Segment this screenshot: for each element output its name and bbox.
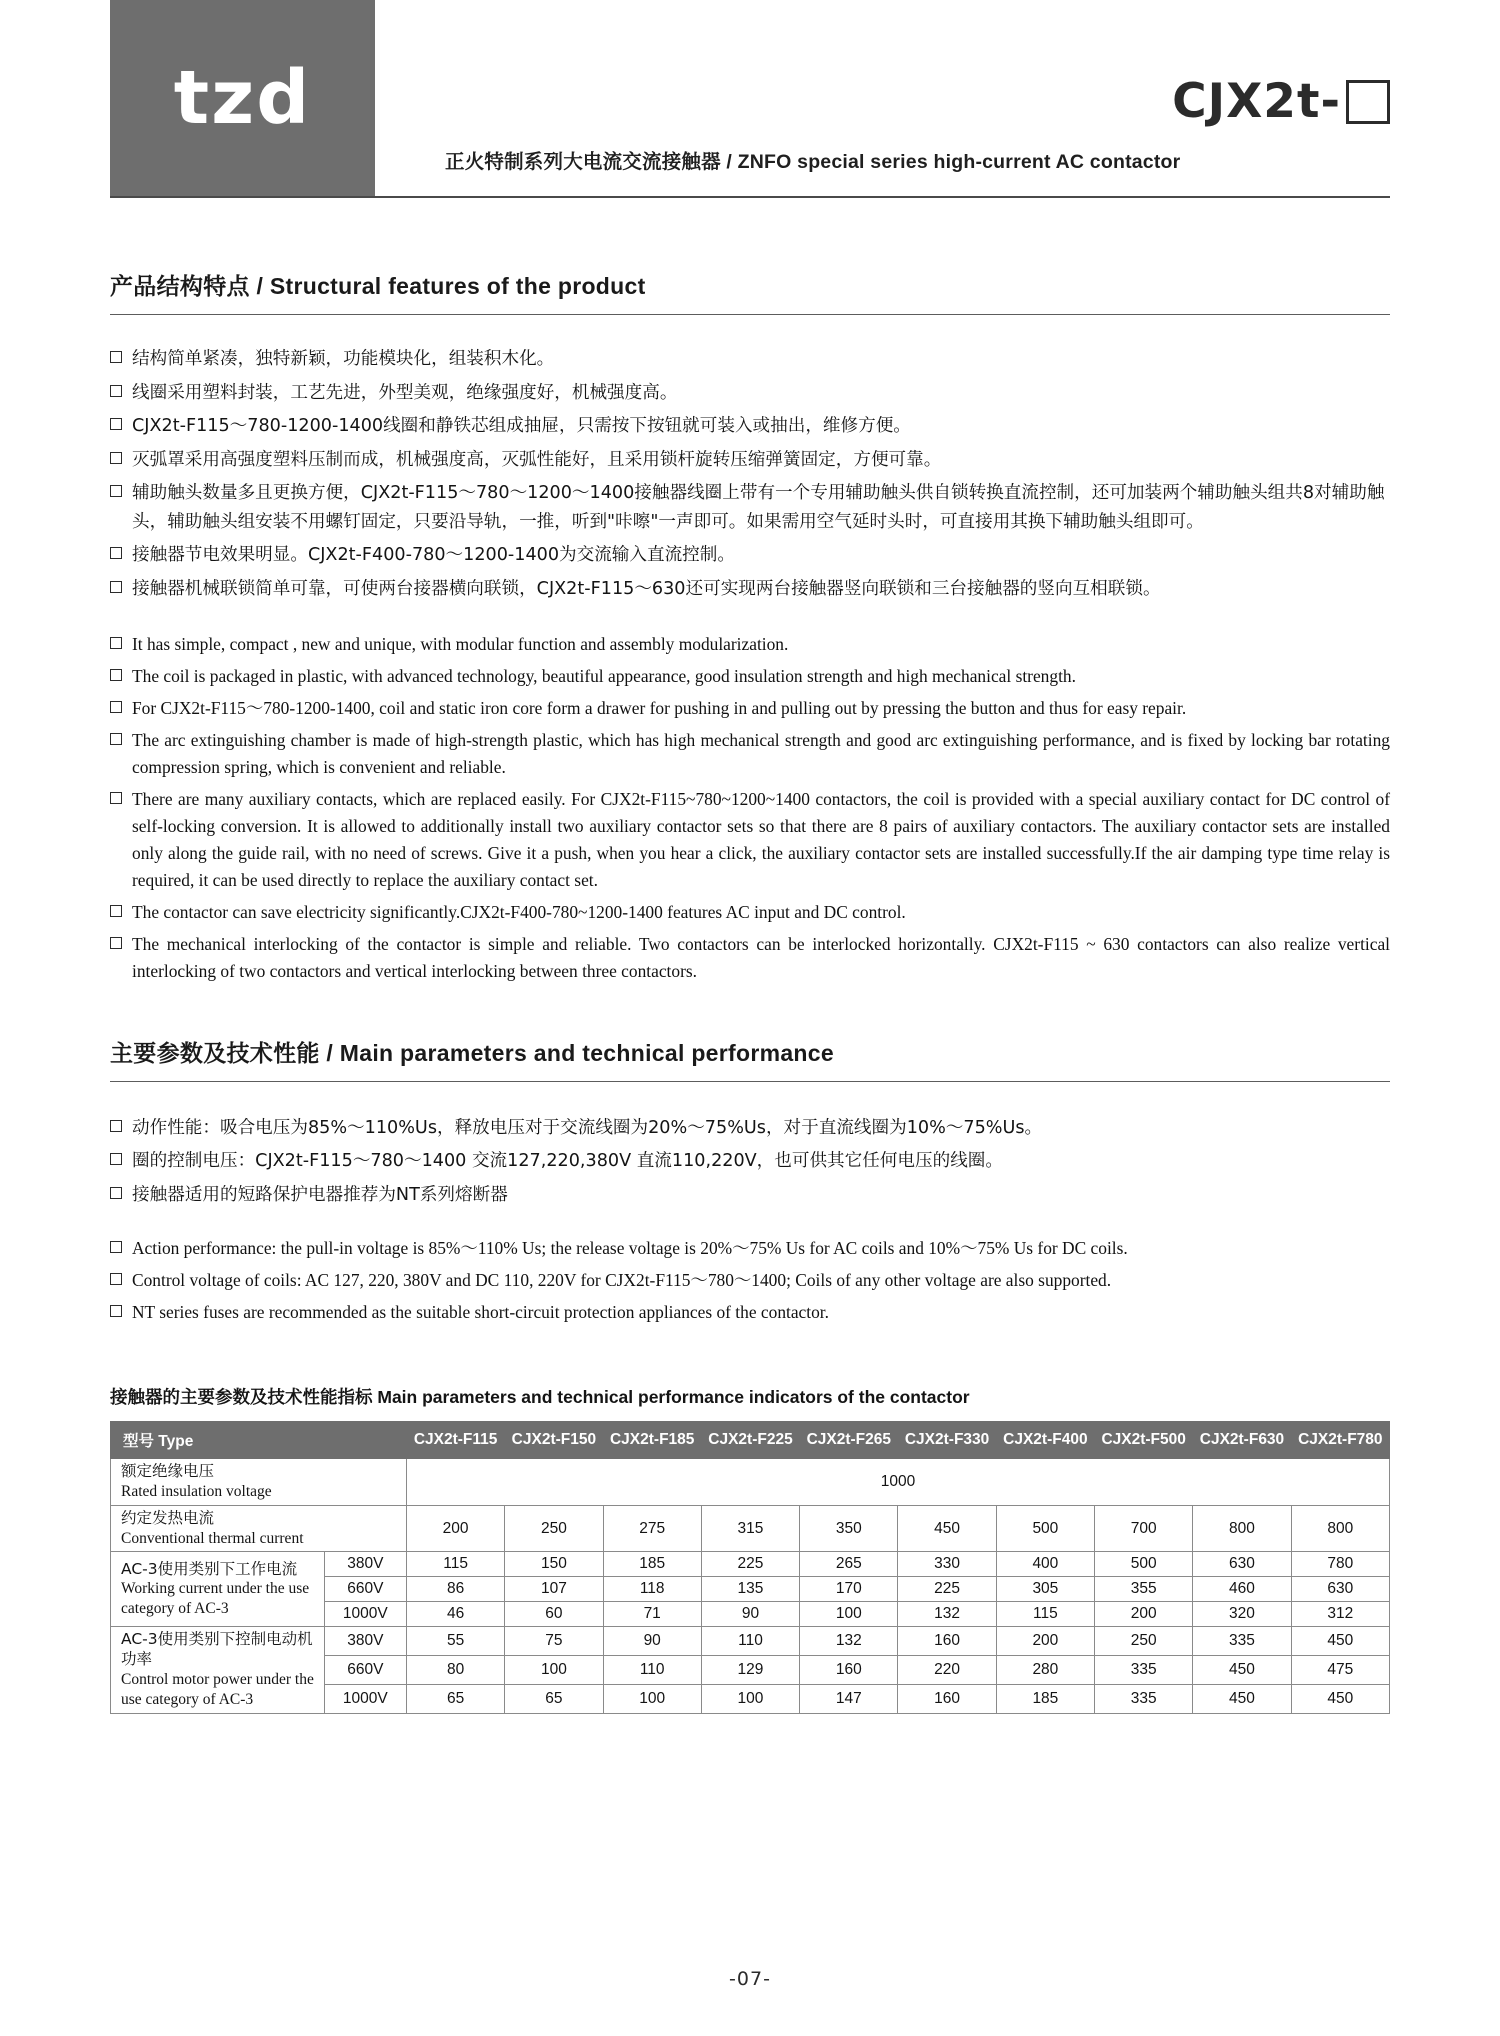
bullet-square-icon xyxy=(110,1305,122,1317)
list-item xyxy=(110,446,1390,475)
table-header-col: CJX2t-F630 xyxy=(1193,1422,1291,1459)
table-header-col: CJX2t-F225 xyxy=(701,1422,799,1459)
table-cell: 275 xyxy=(603,1505,701,1552)
bullet-square-icon xyxy=(110,1153,122,1165)
spec-table xyxy=(110,1421,1390,1714)
table-cell: 460 xyxy=(1193,1577,1291,1602)
table-cell: 320 xyxy=(1193,1602,1291,1627)
list-item xyxy=(110,541,1390,570)
table-cell: 225 xyxy=(898,1577,996,1602)
list-item-text: 辅助触头数量多且更换方便，CJX2t-F115～780～1200～1400接触器线圈上带有一个专用辅助触头供自锁转换直流控制，还可加装两个辅助触头组共8对辅助触头，辅助触头组安装不用螺钉固定，只要沿导轨，一推，听到"咔嚓"一声即可。如果需用空气延时头时，可直接用其换下辅助触头组即可。 xyxy=(132,483,1385,532)
section-divider-parameters xyxy=(110,1081,1390,1082)
bullet-square-icon xyxy=(110,1187,122,1199)
bullet-square-icon xyxy=(110,1120,122,1132)
row-label-cn: 约定发热电流 xyxy=(121,1508,215,1527)
table-cell: 75 xyxy=(505,1627,603,1656)
table-cell: 135 xyxy=(701,1577,799,1602)
list-item xyxy=(110,1267,1390,1294)
bullet-square-icon xyxy=(110,1241,122,1253)
structural-features-cn-list xyxy=(110,345,1390,603)
bullet-square-icon xyxy=(110,1273,122,1285)
table-cell: 100 xyxy=(603,1684,701,1713)
section-main-parameters xyxy=(110,1035,1390,1326)
list-item-text: 线圈采用塑料封装，工艺先进，外型美观，绝缘强度好，机械强度高。 xyxy=(132,382,678,403)
list-item-text: The contactor can save electricity significantly.CJX2t-F400-780~1200-1400 features AC input and DC control. xyxy=(132,901,906,922)
section-structural-features xyxy=(110,268,1390,985)
table-cell: 450 xyxy=(898,1505,996,1552)
voltage-cell: 660V xyxy=(324,1656,406,1685)
list-item-text: The coil is packaged in plastic, with advanced technology, beautiful appearance, good insulation strength and high mechanical strength. xyxy=(132,665,1076,686)
table-cell: 350 xyxy=(800,1505,898,1552)
list-item xyxy=(110,1114,1390,1143)
row-label-conventional-thermal-current xyxy=(111,1505,407,1552)
bullet-square-icon xyxy=(110,385,122,397)
row-label-control-motor-power xyxy=(111,1627,325,1713)
table-cell: 800 xyxy=(1193,1505,1291,1552)
list-item-text: 圈的控制电压：CJX2t-F115～780～1400 交流127,220,380V 直流110,220V，也可供其它任何电压的线圈。 xyxy=(132,1151,1003,1172)
list-item-text: Control voltage of coils: AC 127, 220, 380V and DC 110, 220V for CJX2t-F115～780～1400; Coils of any other voltage are also supported. xyxy=(132,1270,1112,1291)
section-title-structural: 产品结构特点 / Structural features of the product xyxy=(110,273,646,299)
list-item-text: 接触器节电效果明显。CJX2t-F400-780～1200-1400为交流输入直流控制。 xyxy=(132,545,735,565)
row-label-cn: AC-3使用类别下控制电动机功率 xyxy=(121,1630,313,1669)
table-cell: 46 xyxy=(406,1602,504,1627)
table-cell: 71 xyxy=(603,1602,701,1627)
list-item-text: 接触器适用的短路保护电器推荐为NT系列熔断器 xyxy=(132,1184,508,1205)
brand-logo-text: tzd xyxy=(173,55,312,141)
bullet-square-icon xyxy=(110,485,122,497)
table-cell: 160 xyxy=(898,1627,996,1656)
table-cell: 630 xyxy=(1193,1552,1291,1577)
table-cell: 150 xyxy=(505,1552,603,1577)
bullet-square-icon xyxy=(110,937,122,949)
table-cell: 200 xyxy=(406,1505,504,1552)
bullet-square-icon xyxy=(110,733,122,745)
table-cell: 107 xyxy=(505,1577,603,1602)
list-item xyxy=(110,1299,1390,1326)
list-item-text: 接触器机械联锁简单可靠，可使两台接器横向联锁，CJX2t-F115～630还可实现两台接触器竖向联锁和三台接触器的竖向互相联锁。 xyxy=(132,578,1161,599)
list-item-text: 动作性能：吸合电压为85%～110%Us，释放电压对于交流线圈为20%～75%Us，对于直流线圈为10%～75%Us。 xyxy=(132,1117,1043,1138)
table-cell: 115 xyxy=(996,1602,1094,1627)
table-cell: 132 xyxy=(800,1627,898,1656)
table-cell: 118 xyxy=(603,1577,701,1602)
list-item xyxy=(110,1235,1390,1262)
table-cell: 450 xyxy=(1193,1656,1291,1685)
table-cell: 90 xyxy=(603,1627,701,1656)
row-label-rated-insulation-voltage xyxy=(111,1459,407,1506)
list-item-text: NT series fuses are recommended as the suitable short-circuit protection appliances of the contactor. xyxy=(132,1302,829,1323)
list-item xyxy=(110,786,1390,894)
table-cell: 220 xyxy=(898,1656,996,1685)
structural-features-en-list xyxy=(110,631,1390,985)
bullet-square-icon xyxy=(110,418,122,430)
row-label-cn: AC-3使用类别下工作电流 xyxy=(121,1559,298,1578)
voltage-cell: 1000V xyxy=(324,1602,406,1627)
table-cell: 55 xyxy=(406,1627,504,1656)
header-divider xyxy=(110,196,1390,198)
table-cell: 132 xyxy=(898,1602,996,1627)
list-item xyxy=(110,695,1390,722)
table-cell: 100 xyxy=(505,1656,603,1685)
table-cell: 170 xyxy=(800,1577,898,1602)
voltage-cell: 380V xyxy=(324,1552,406,1577)
list-item-text: Action performance: the pull-in voltage is 85%～110% Us; the release voltage is 20%～75% Us for AC coils and 10%～75% Us for DC coils. xyxy=(132,1238,1128,1259)
list-item xyxy=(110,1181,1390,1210)
list-item xyxy=(110,345,1390,374)
table-header-col: CJX2t-F330 xyxy=(898,1422,996,1459)
table-cell: 400 xyxy=(996,1552,1094,1577)
bullet-square-icon xyxy=(110,792,122,804)
table-cell: 335 xyxy=(1095,1684,1193,1713)
table-header-col: CJX2t-F265 xyxy=(800,1422,898,1459)
list-item-text: 灭弧罩采用高强度塑料压制而成，机械强度高，灭弧性能好，且采用锁杆旋转压缩弹簧固定，方便可靠。 xyxy=(132,449,942,470)
table-cell: 280 xyxy=(996,1656,1094,1685)
table-cell: 90 xyxy=(701,1602,799,1627)
page-number: -07- xyxy=(729,1968,771,1990)
table-cell: 160 xyxy=(898,1684,996,1713)
list-item xyxy=(110,1147,1390,1176)
cell-rated-insulation-voltage: 1000 xyxy=(406,1459,1389,1506)
table-cell: 100 xyxy=(701,1684,799,1713)
table-cell: 450 xyxy=(1193,1684,1291,1713)
model-code xyxy=(1172,74,1390,129)
list-item xyxy=(110,412,1390,441)
header-subtitle: 正火特制系列大电流交流接触器 / ZNFO special series high-current AC contactor xyxy=(445,151,1181,173)
list-item xyxy=(110,663,1390,690)
parameters-en-list xyxy=(110,1235,1390,1326)
table-cell: 80 xyxy=(406,1656,504,1685)
table-header-col: CJX2t-F115 xyxy=(406,1422,504,1459)
model-code-box-icon xyxy=(1346,80,1390,124)
table-cell: 250 xyxy=(1095,1627,1193,1656)
list-item-text: For CJX2t-F115～780-1200-1400, coil and static iron core form a drawer for pushing in and pulling out by pressing the button and thus for easy repair. xyxy=(132,697,1187,718)
table-cell: 500 xyxy=(996,1505,1094,1552)
table-cell: 630 xyxy=(1291,1577,1389,1602)
bullet-square-icon xyxy=(110,351,122,363)
list-item-text: CJX2t-F115～780-1200-1400线圈和静铁芯组成抽屉，只需按下按钮就可装入或抽出，维修方便。 xyxy=(132,416,911,436)
table-header-row xyxy=(111,1422,1390,1459)
table-cell: 500 xyxy=(1095,1552,1193,1577)
table-header-type: 型号 Type xyxy=(111,1422,407,1459)
list-item-text: 结构简单紧凑，独特新颖，功能模块化，组装积木化。 xyxy=(132,349,555,369)
table-cell: 265 xyxy=(800,1552,898,1577)
section-title-parameters: 主要参数及技术性能 / Main parameters and technical performance xyxy=(110,1039,834,1066)
voltage-cell: 380V xyxy=(324,1627,406,1656)
table-row xyxy=(111,1627,1390,1656)
table-row xyxy=(111,1505,1390,1552)
voltage-cell: 1000V xyxy=(324,1684,406,1713)
table-cell: 450 xyxy=(1291,1627,1389,1656)
row-label-en: Control motor power under the use category of AC-3 xyxy=(121,1671,314,1708)
list-item xyxy=(110,727,1390,781)
table-cell: 185 xyxy=(603,1552,701,1577)
table-caption: 接触器的主要参数及技术性能指标 Main parameters and technical performance indicators of the contactor xyxy=(110,1387,970,1408)
table-cell: 100 xyxy=(800,1602,898,1627)
voltage-cell: 660V xyxy=(324,1577,406,1602)
table-cell: 110 xyxy=(603,1656,701,1685)
table-cell: 700 xyxy=(1095,1505,1193,1552)
table-cell: 315 xyxy=(701,1505,799,1552)
spec-table-section xyxy=(110,1384,1390,1714)
table-cell: 330 xyxy=(898,1552,996,1577)
table-cell: 200 xyxy=(1095,1602,1193,1627)
table-cell: 780 xyxy=(1291,1552,1389,1577)
model-code-text: CJX2t- xyxy=(1172,74,1341,129)
table-cell: 60 xyxy=(505,1602,603,1627)
table-cell: 335 xyxy=(1095,1656,1193,1685)
list-item xyxy=(110,631,1390,658)
table-header-col: CJX2t-F185 xyxy=(603,1422,701,1459)
row-label-working-current xyxy=(111,1552,325,1627)
list-item xyxy=(110,575,1390,604)
table-cell: 335 xyxy=(1193,1627,1291,1656)
table-cell: 185 xyxy=(996,1684,1094,1713)
bullet-square-icon xyxy=(110,581,122,593)
bullet-square-icon xyxy=(110,637,122,649)
table-cell: 305 xyxy=(996,1577,1094,1602)
row-label-en: Conventional thermal current xyxy=(121,1529,304,1547)
list-item-text: The mechanical interlocking of the contactor is simple and reliable. Two contactors can be interlocked horizontally. CJX2t-F115 ~ 630 contactors can also realize vertical interlocking of two contactors and vertical interlocking between three contactors. xyxy=(132,933,1390,981)
table-cell: 312 xyxy=(1291,1602,1389,1627)
table-cell: 200 xyxy=(996,1627,1094,1656)
bullet-square-icon xyxy=(110,669,122,681)
table-cell: 65 xyxy=(406,1684,504,1713)
table-cell: 110 xyxy=(701,1627,799,1656)
bullet-square-icon xyxy=(110,905,122,917)
table-cell: 250 xyxy=(505,1505,603,1552)
list-item xyxy=(110,931,1390,985)
table-cell: 115 xyxy=(406,1552,504,1577)
table-header-col: CJX2t-F780 xyxy=(1291,1422,1389,1459)
table-header-col: CJX2t-F150 xyxy=(505,1422,603,1459)
page-header xyxy=(0,0,1500,200)
list-item xyxy=(110,479,1390,536)
table-cell: 475 xyxy=(1291,1656,1389,1685)
section-divider-structural xyxy=(110,314,1390,315)
table-cell: 65 xyxy=(505,1684,603,1713)
bullet-square-icon xyxy=(110,452,122,464)
list-item-text: There are many auxiliary contacts, which are replaced easily. For CJX2t-F115~780~1200~1400 contactors, the coil is provided with a special auxiliary contact for DC control of self-locking conversion. It is allowed to additionally install two auxiliary contactor sets so that there are 8 pairs of auxiliary contactors. The auxiliary contactor sets are installed only along the guide rail, with no need of screws. Give it a push, when you hear a click, the auxiliary contactor sets are installed successfully.If the air damping type time relay is required, it can be used directly to replace the auxiliary contact set. xyxy=(132,788,1390,890)
list-item-text: The arc extinguishing chamber is made of high-strength plastic, which has high mechanical strength and good arc extinguishing performance, and is fixed by locking bar rotating compression spring, which is convenient and reliable. xyxy=(132,729,1390,777)
list-item xyxy=(110,379,1390,408)
bullet-square-icon xyxy=(110,701,122,713)
table-cell: 450 xyxy=(1291,1684,1389,1713)
table-cell: 225 xyxy=(701,1552,799,1577)
table-cell: 800 xyxy=(1291,1505,1389,1552)
table-cell: 86 xyxy=(406,1577,504,1602)
table-row xyxy=(111,1459,1390,1506)
brand-logo xyxy=(110,0,375,196)
table-cell: 129 xyxy=(701,1656,799,1685)
table-cell: 147 xyxy=(800,1684,898,1713)
table-cell: 160 xyxy=(800,1656,898,1685)
table-row xyxy=(111,1552,1390,1577)
row-label-cn: 额定绝缘电压 xyxy=(121,1462,215,1481)
table-header-col: CJX2t-F400 xyxy=(996,1422,1094,1459)
table-cell: 355 xyxy=(1095,1577,1193,1602)
list-item xyxy=(110,899,1390,926)
bullet-square-icon xyxy=(110,547,122,559)
table-header-col: CJX2t-F500 xyxy=(1095,1422,1193,1459)
parameters-cn-list xyxy=(110,1114,1390,1210)
header-right xyxy=(395,0,1390,196)
row-label-en: Working current under the use category of AC-3 xyxy=(121,1580,310,1618)
row-label-en: Rated insulation voltage xyxy=(121,1482,272,1500)
list-item-text: It has simple, compact , new and unique, with modular function and assembly modularization. xyxy=(132,634,789,654)
